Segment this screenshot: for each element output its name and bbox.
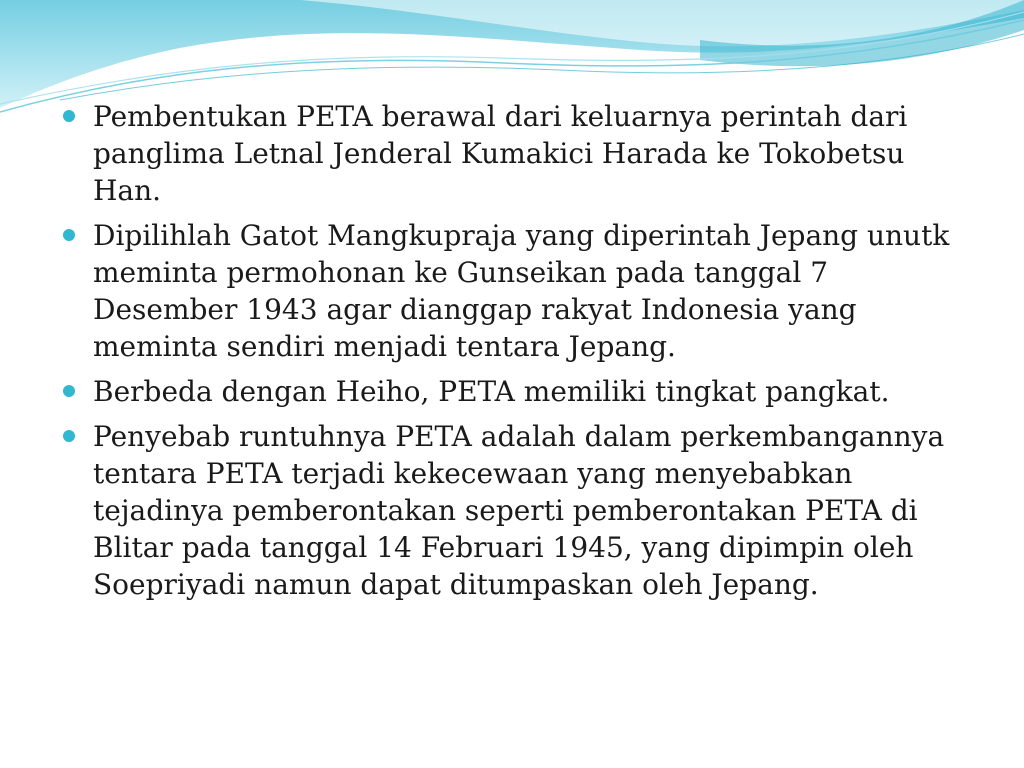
bullet-dot-icon xyxy=(63,229,75,241)
bullet-dot-icon xyxy=(63,385,75,397)
bullet-dot-icon xyxy=(63,430,75,442)
bullet-text: Penyebab runtuhnya PETA adalah dalam perkembangannya tentara PETA terjadi kekecewaan yang menyebabkan tejadinya pemberontakan seperti pemberontakan PETA di Blitar pada tanggal 14 Februari 1945, yang dipimpin oleh Soepriyadi namun dapat ditumpaskan oleh Jepang. xyxy=(93,420,945,601)
bullet-item xyxy=(62,418,962,603)
bullet-item xyxy=(62,217,962,365)
bullet-text: Pembentukan PETA berawal dari keluarnya perintah dari panglima Letnal Jenderal Kumakici Harada ke Tokobetsu Han. xyxy=(93,100,908,207)
bullet-text: Berbeda dengan Heiho, PETA memiliki tingkat pangkat. xyxy=(93,375,890,408)
bullet-item xyxy=(62,98,962,209)
bullet-list xyxy=(62,98,962,611)
bullet-text: Dipilihlah Gatot Mangkupraja yang diperintah Jepang unutk meminta permohonan ke Gunseikan pada tanggal 7 Desember 1943 agar dianggap rakyat Indonesia yang meminta sendiri menjadi tentara Jepang. xyxy=(93,219,950,363)
bullet-dot-icon xyxy=(63,110,75,122)
bullet-item xyxy=(62,373,962,410)
